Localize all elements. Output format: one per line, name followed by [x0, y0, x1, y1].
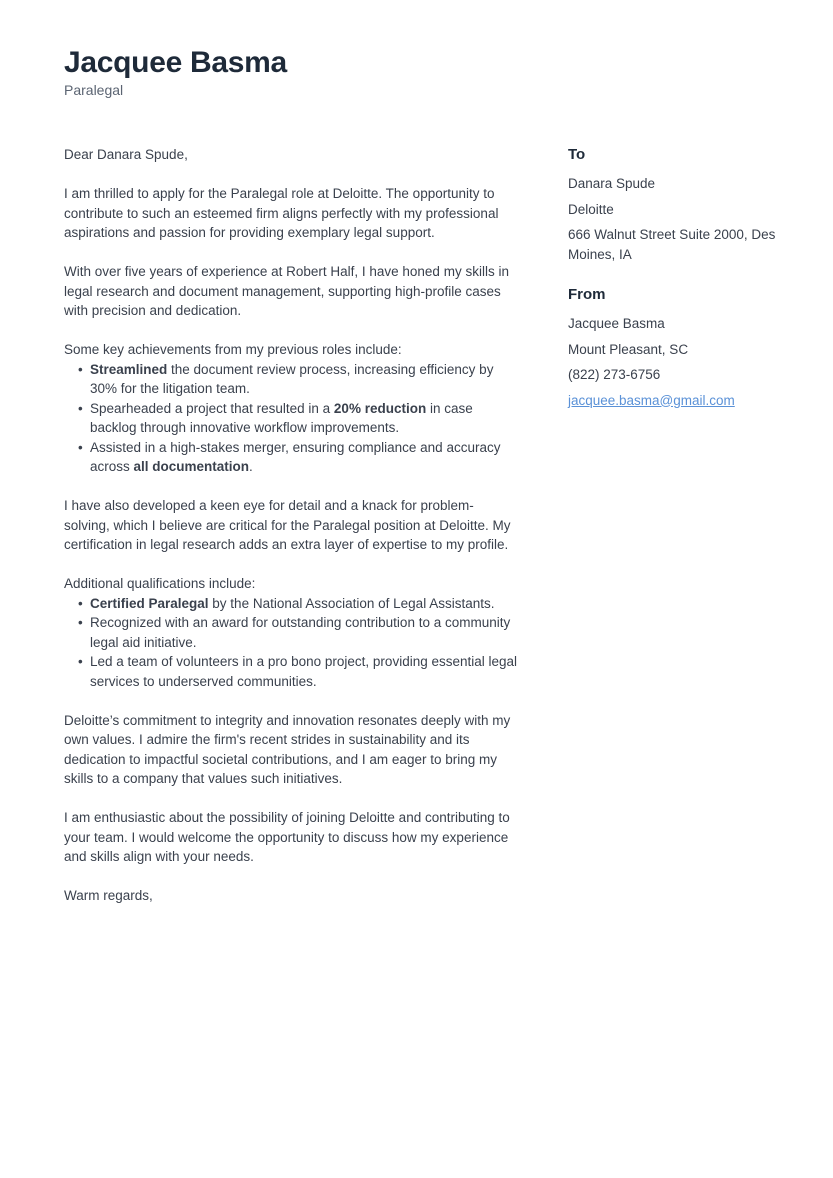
list-item-text: by the National Association of Legal Assistants. [208, 595, 495, 611]
candidate-name: Jacquee Basma [64, 46, 287, 79]
paragraph: I am enthusiastic about the possibility of joining Deloitte and contributing to your team. I would welcome the opportunity to discuss how my experience and skills align with your needs. [64, 810, 510, 864]
list-item-text: the document review process, increasing efficiency by 30% for the litigation team. [90, 361, 494, 396]
paragraph: I am thrilled to apply for the Paralegal role at Deloitte. The opportunity to contribute to such an esteemed firm aligns perfectly with my professional aspirations and passion for providing exemplary legal support. [64, 186, 499, 240]
list-item-text: . [249, 459, 253, 474]
list-item-text: Assisted in a high-stakes merger, ensuring compliance and accuracy across [90, 439, 501, 474]
qualifications-list [64, 594, 519, 692]
paragraph: With over five years of experience at Robert Half, I have honed my skills in legal research and document management, supporting high-profile cases with precision and dedication. [64, 264, 509, 318]
from-heading: From [568, 286, 606, 303]
list-item [78, 360, 519, 399]
list-item [78, 652, 519, 691]
letter-body [64, 145, 519, 925]
to-section [568, 145, 792, 264]
list-item [78, 399, 519, 438]
bullet-icon: • [78, 615, 83, 630]
recipient-address: 666 Walnut Street Suite 2000, Des Moines, IA [568, 227, 776, 262]
sender-location: Mount Pleasant, SC [568, 341, 689, 357]
job-title: Paralegal [64, 82, 124, 98]
list-item-bold-text: all documentation [133, 459, 250, 474]
sender-email-link[interactable]: jacquee.basma@gmail.com [568, 392, 735, 408]
list-item-text: Recognized with an award for outstanding contribution to a community legal aid initiative. [90, 615, 511, 650]
closing: Warm regards, [64, 888, 153, 903]
recipient-company: Deloitte [568, 201, 614, 217]
bullet-icon: • [78, 439, 83, 455]
paragraph: I have also developed a keen eye for detail and a knack for problem-solving, which I believe are critical for the Paralegal position at Deloitte. My certification in legal research adds an extra layer of expertise to my profile. [64, 498, 511, 552]
list-item [78, 594, 519, 614]
list-item-bold-text: Streamlined [90, 361, 168, 377]
salutation: Dear Danara Spude, [64, 147, 188, 162]
list-item [78, 438, 519, 477]
list-item-bold-text: 20% reduction [333, 400, 427, 416]
bullet-icon: • [78, 361, 83, 377]
bullet-icon: • [78, 400, 83, 416]
contact-sidebar [568, 145, 792, 925]
list-item-bold-text: Certified Paralegal [90, 595, 209, 611]
sender-name: Jacquee Basma [568, 316, 665, 331]
list-item-text: Led a team of volunteers in a pro bono project, providing essential legal services to underserved communities. [90, 654, 518, 689]
list-item [78, 613, 519, 652]
recipient-name: Danara Spude [568, 176, 656, 191]
bullet-icon: • [78, 595, 83, 611]
qualifications-intro: Additional qualifications include: [64, 576, 256, 591]
list-item-text: in case backlog through innovative workflow improvements. [90, 400, 473, 435]
letter-header [64, 46, 287, 99]
bullet-icon: • [78, 654, 83, 669]
sender-phone: (822) 273-6756 [568, 367, 661, 382]
to-heading: To [568, 146, 586, 163]
list-item-text: Spearheaded a project that resulted in a [90, 400, 334, 416]
achievements-intro: Some key achievements from my previous roles include: [64, 342, 402, 357]
content-columns [64, 145, 792, 925]
achievements-list [64, 360, 519, 477]
from-section [568, 285, 792, 410]
paragraph: Deloitte’s commitment to integrity and innovation resonates deeply with my own values. I admire the firm's recent strides in sustainability and its dedication to impactful societal contributions, and I am eager to bring my skills to a company that values such initiatives. [64, 712, 511, 786]
